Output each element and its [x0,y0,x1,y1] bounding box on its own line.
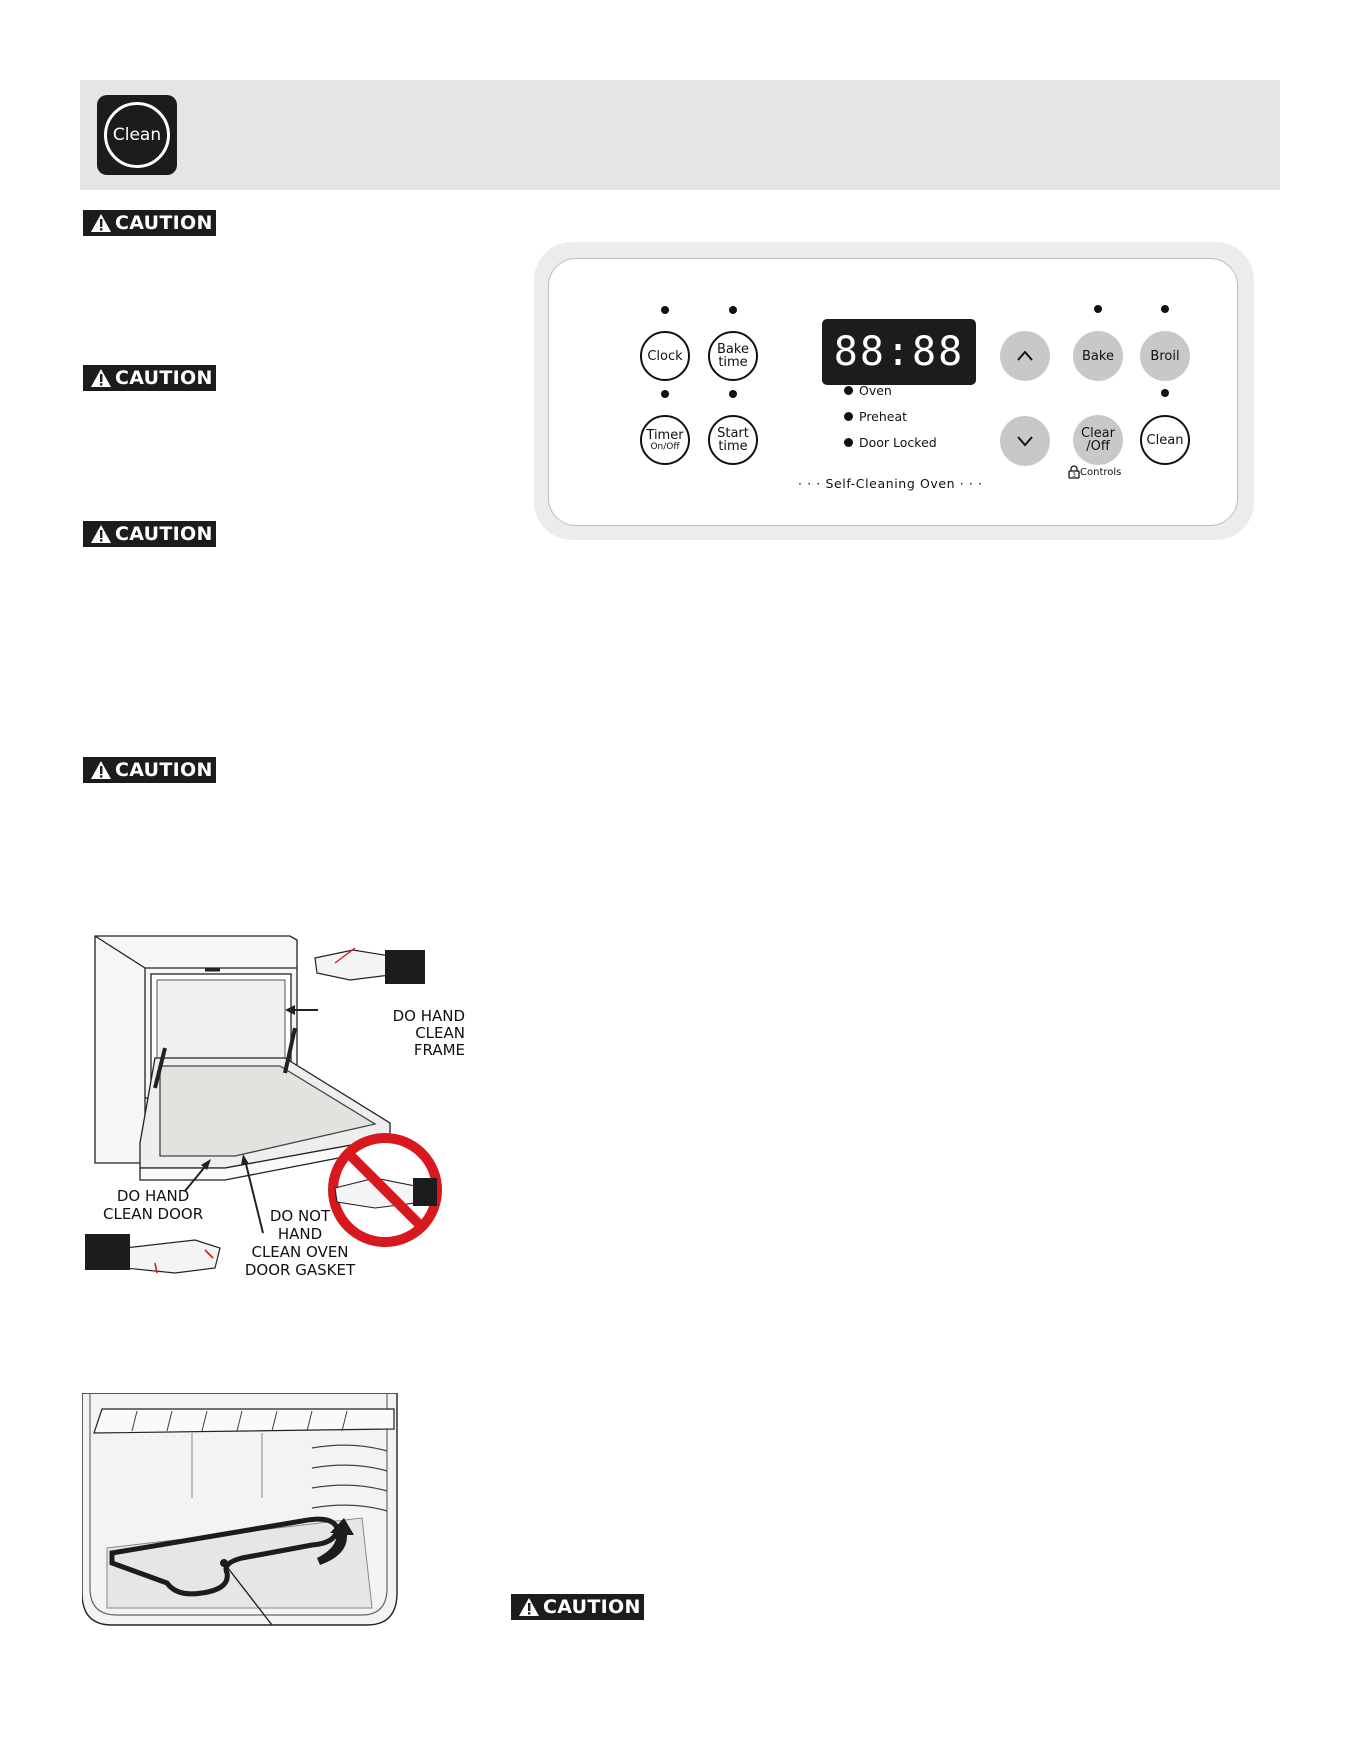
bake-button[interactable]: Bake [1073,331,1123,381]
warning-icon [90,524,112,544]
controls-lock-label: 3 Controls [1068,465,1121,479]
caution-text: CAUTION [115,367,213,389]
up-arrow-button[interactable] [1000,331,1050,381]
indicator-dot [844,438,853,447]
timer-led [661,390,669,398]
indicator-dot [844,412,853,421]
clean-badge-label: Clean [104,102,170,168]
start-time-button[interactable]: Start time [708,415,758,465]
caution-text: CAUTION [115,212,213,234]
caution-badge-1 [83,210,216,236]
caution-text: CAUTION [543,1596,641,1618]
caution-text: CAUTION [115,759,213,781]
clock-button[interactable]: Clock [640,331,690,381]
timer-button[interactable]: Timer On/Off [640,415,690,465]
indicator-door-locked: Door Locked [844,435,937,450]
caution-badge-4 [83,757,216,783]
clear-off-button[interactable]: Clear /Off [1073,415,1123,465]
indicator-oven: Oven [844,383,892,398]
indicator-dot [844,386,853,395]
clean-led [1161,389,1169,397]
start-time-led [729,390,737,398]
broil-led [1161,305,1169,313]
caution-badge-3 [83,521,216,547]
down-arrow-button[interactable] [1000,416,1050,466]
caution-text: CAUTION [115,523,213,545]
clean-badge-icon [97,95,177,175]
section-header-band [80,80,1280,190]
bake-led [1094,305,1102,313]
warning-icon [90,760,112,780]
warning-icon [90,368,112,388]
oven-control-panel [534,242,1254,540]
self-cleaning-oven-label: · · · Self-Cleaning Oven · · · [798,476,983,491]
clock-led [661,306,669,314]
gasket-label: DO NOT HAND CLEAN OVEN DOOR GASKET [244,1207,356,1279]
bake-element-illustration [82,1393,402,1628]
oven-bake-element-figure [82,1393,402,1628]
warning-icon [90,213,112,233]
digital-display: 88:88 [822,319,976,385]
warning-icon [518,1597,540,1617]
frame-label: DO HAND CLEAN FRAME [392,1007,465,1059]
caution-badge-5 [511,1594,644,1620]
broil-button[interactable]: Broil [1140,331,1190,381]
lock-icon [1068,465,1080,479]
clean-button[interactable]: Clean [1140,415,1190,465]
bake-time-button[interactable]: Bake time [708,331,758,381]
indicator-preheat: Preheat [844,409,907,424]
chevron-down-icon [1016,435,1034,447]
caution-badge-2 [83,365,216,391]
door-label: DO HAND CLEAN DOOR [103,1187,204,1223]
control-panel-face [548,258,1238,526]
svg-text:3: 3 [1072,472,1076,479]
bake-time-led [729,306,737,314]
chevron-up-icon [1016,350,1034,362]
oven-door-cleaning-figure [85,928,465,1288]
